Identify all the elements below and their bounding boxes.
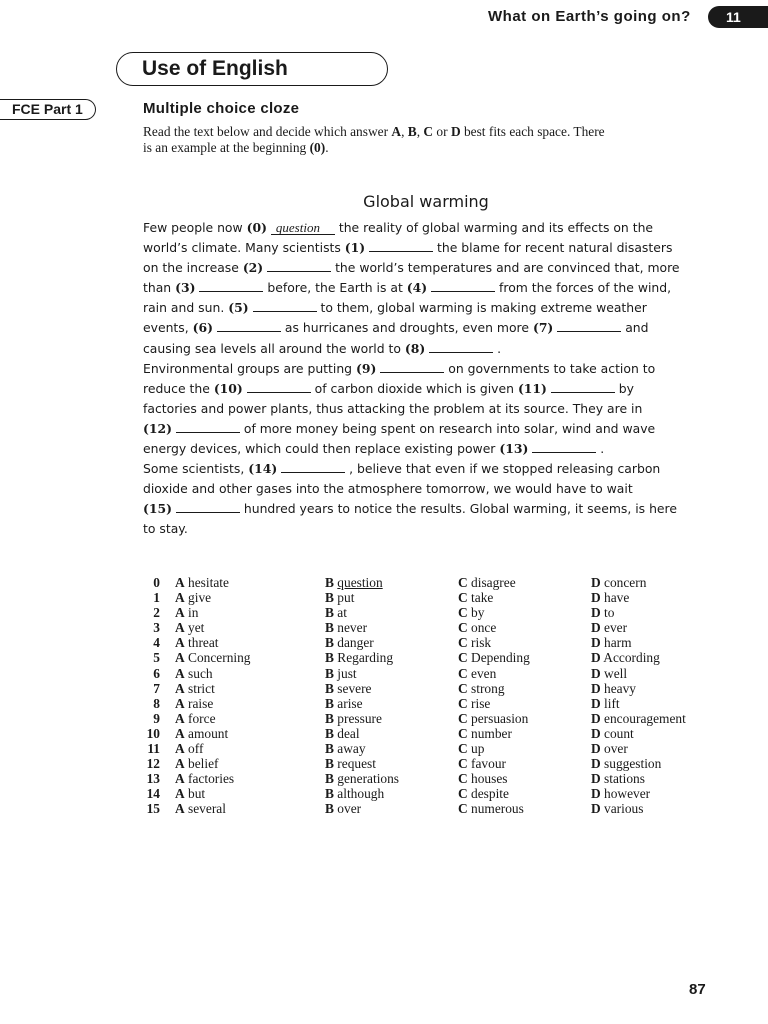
- option-letter: C: [458, 605, 468, 621]
- option-word: request: [337, 756, 376, 772]
- option-d[interactable]: [591, 681, 636, 696]
- passage-line: (15) hundred years to notice the results. Global warming, it seems, is here: [143, 501, 677, 517]
- option-letter: B: [325, 801, 334, 817]
- option-b[interactable]: [325, 635, 374, 650]
- option-letter: B: [325, 665, 334, 681]
- option-letter: B: [325, 590, 334, 606]
- option-d[interactable]: [591, 801, 643, 816]
- question-number: 9: [153, 710, 160, 726]
- option-a[interactable]: [175, 801, 226, 816]
- option-word: never: [337, 620, 368, 636]
- separator: ,: [416, 124, 424, 139]
- option-letter: C: [458, 771, 468, 787]
- option-word: give: [188, 590, 212, 606]
- option-d[interactable]: [591, 635, 632, 650]
- option-letter: A: [175, 786, 185, 802]
- option-letter: B: [325, 680, 334, 696]
- option-b[interactable]: [325, 605, 347, 620]
- option-a[interactable]: [175, 666, 213, 681]
- question-number: 10: [146, 725, 160, 741]
- option-letter: B: [325, 605, 334, 621]
- option-letter: A: [175, 695, 185, 711]
- instructions-text: Read the text below and decide which answer: [143, 124, 392, 139]
- option-b[interactable]: [325, 650, 393, 665]
- option-word: rise: [471, 695, 491, 711]
- gap-14[interactable]: [281, 460, 345, 473]
- option-word: risk: [471, 635, 492, 651]
- option-b[interactable]: [325, 741, 366, 756]
- option-d[interactable]: [591, 771, 645, 786]
- option-word: over: [604, 741, 628, 757]
- gap-9[interactable]: [380, 360, 444, 373]
- example-answer: question: [275, 220, 320, 235]
- option-d[interactable]: [591, 786, 650, 801]
- option-word: well: [604, 665, 628, 681]
- option-letter: B: [325, 635, 334, 651]
- cloze-passage: [143, 218, 707, 540]
- option-letter: B: [325, 771, 334, 787]
- passage-line: energy devices, which could then replace existing power (13) .: [143, 441, 605, 457]
- option-c[interactable]: [458, 590, 493, 605]
- option-row: [0, 786, 768, 801]
- question-number: 0: [153, 575, 160, 590]
- option-letter: B: [325, 695, 334, 711]
- text-title: Global warming: [363, 192, 489, 211]
- option-letter: C: [458, 665, 468, 681]
- gap-15[interactable]: [176, 500, 240, 513]
- option-letter: D: [591, 741, 601, 757]
- option-row: [0, 756, 768, 771]
- option-b[interactable]: [325, 666, 357, 681]
- option-letter: A: [175, 801, 185, 817]
- option-a[interactable]: [175, 605, 198, 620]
- option-row: [0, 635, 768, 650]
- option-word: off: [188, 741, 204, 757]
- option-word: despite: [471, 786, 509, 802]
- option-letter: C: [458, 725, 468, 741]
- option-b[interactable]: [325, 726, 360, 741]
- option-word: threat: [188, 635, 219, 651]
- option-word: arise: [337, 695, 363, 711]
- option-word: concern: [604, 575, 647, 590]
- passage-line: on the increase (2) the world’s temperatures and are convinced that, more: [143, 260, 680, 276]
- option-row: [0, 771, 768, 786]
- option-a[interactable]: [175, 756, 219, 771]
- option-b[interactable]: [325, 590, 354, 605]
- option-word: take: [471, 590, 494, 606]
- option-letter: D: [591, 665, 601, 681]
- question-number: 12: [146, 756, 160, 772]
- letter-d: D: [450, 124, 461, 139]
- question-number: 14: [146, 786, 160, 802]
- option-letter: A: [175, 575, 185, 590]
- separator: ,: [401, 124, 408, 139]
- option-word: over: [337, 801, 362, 817]
- option-row: [0, 605, 768, 620]
- passage-line: than (3) before, the Earth is at (4) from the forces of the wind,: [143, 280, 672, 296]
- option-letter: C: [458, 695, 468, 711]
- option-a[interactable]: [175, 681, 215, 696]
- passage-line: Some scientists, (14) , believe that even if we stopped releasing carbon: [143, 461, 661, 477]
- option-letter: C: [458, 786, 468, 802]
- answer-options-table: [0, 575, 768, 817]
- option-b[interactable]: [325, 620, 367, 635]
- option-d[interactable]: [591, 711, 686, 726]
- option-c[interactable]: [458, 620, 496, 635]
- option-letter: D: [591, 756, 601, 772]
- option-letter: D: [591, 605, 601, 621]
- option-letter: C: [458, 680, 468, 696]
- option-b[interactable]: [325, 786, 384, 801]
- option-word: up: [471, 741, 485, 757]
- question-number: 6: [153, 665, 160, 681]
- option-c[interactable]: [458, 786, 509, 801]
- question-number: 11: [147, 741, 160, 757]
- option-word: away: [337, 741, 366, 757]
- option-letter: C: [458, 650, 468, 666]
- example-marker: (0): [309, 140, 326, 155]
- option-row: [0, 696, 768, 711]
- option-word: factories: [188, 771, 235, 787]
- option-word: although: [337, 786, 385, 802]
- option-d[interactable]: [591, 756, 661, 771]
- question-number: 5: [153, 650, 160, 666]
- option-letter: A: [175, 725, 185, 741]
- option-b[interactable]: [325, 756, 376, 771]
- option-row: [0, 575, 768, 590]
- option-letter: C: [458, 620, 468, 636]
- option-word: danger: [337, 635, 374, 651]
- section-heading: Use of English: [116, 52, 388, 86]
- option-d[interactable]: [591, 605, 614, 620]
- option-letter: A: [175, 756, 185, 772]
- option-word: even: [471, 665, 497, 681]
- option-a[interactable]: [175, 620, 204, 635]
- option-a[interactable]: [175, 696, 213, 711]
- option-word: in: [188, 605, 199, 621]
- option-c[interactable]: [458, 605, 484, 620]
- option-letter: A: [175, 605, 185, 621]
- option-c[interactable]: [458, 771, 507, 786]
- option-word: pressure: [337, 710, 382, 726]
- option-a[interactable]: [175, 741, 203, 756]
- option-letter: B: [325, 650, 334, 666]
- instructions-text: is an example at the beginning: [143, 140, 310, 155]
- option-word: amount: [188, 725, 229, 741]
- option-letter: A: [175, 665, 185, 681]
- option-d[interactable]: [591, 650, 660, 665]
- option-c[interactable]: [458, 696, 490, 711]
- passage-line: events, (6) as hurricanes and droughts, even more (7) and: [143, 320, 649, 336]
- option-word: number: [471, 725, 512, 741]
- letter-c: C: [423, 124, 434, 139]
- option-d[interactable]: [591, 590, 629, 605]
- passage-line: rain and sun. (5) to them, global warming is making extreme weather: [143, 300, 647, 316]
- option-c[interactable]: [458, 575, 516, 590]
- option-c[interactable]: [458, 726, 512, 741]
- option-d[interactable]: [591, 696, 620, 711]
- gap-1[interactable]: [369, 239, 433, 252]
- option-word: however: [604, 786, 651, 802]
- option-word: by: [471, 605, 485, 621]
- option-letter: A: [175, 635, 185, 651]
- instructions-text: .: [325, 140, 329, 155]
- passage-line: to stay.: [143, 521, 188, 537]
- option-letter: D: [591, 575, 601, 590]
- option-word: harm: [604, 635, 632, 651]
- option-word: force: [188, 710, 216, 726]
- option-letter: D: [591, 710, 601, 726]
- option-word: suggestion: [604, 756, 662, 772]
- option-word: hesitate: [188, 575, 229, 590]
- option-letter: D: [591, 620, 601, 636]
- option-letter: C: [458, 575, 468, 590]
- instructions-text: best fits each space. There: [460, 124, 605, 139]
- option-a[interactable]: [175, 635, 219, 650]
- option-c[interactable]: [458, 650, 530, 665]
- option-word: yet: [188, 620, 205, 636]
- page-number: 87: [689, 981, 706, 998]
- letter-b: B: [407, 124, 417, 139]
- option-c[interactable]: [458, 711, 528, 726]
- option-letter: D: [591, 590, 601, 606]
- option-word: According: [603, 650, 660, 666]
- option-word: stations: [604, 771, 645, 787]
- passage-line: causing sea levels all around the world to (8) .: [143, 340, 502, 356]
- option-letter: A: [175, 710, 185, 726]
- option-c[interactable]: [458, 666, 496, 681]
- option-word: generations: [337, 771, 400, 787]
- question-number: 8: [153, 695, 160, 711]
- option-d[interactable]: [591, 726, 634, 741]
- question-number: 13: [146, 771, 160, 787]
- option-letter: C: [458, 756, 468, 772]
- option-letter: A: [175, 680, 185, 696]
- question-number: 1: [153, 590, 160, 606]
- gap-8[interactable]: [429, 340, 493, 353]
- option-a[interactable]: [175, 726, 228, 741]
- option-d[interactable]: [591, 741, 628, 756]
- passage-line: world’s climate. Many scientists (1) the blame for recent natural disasters: [143, 240, 673, 256]
- option-word: count: [604, 725, 634, 741]
- option-row: [0, 590, 768, 605]
- option-b[interactable]: [325, 681, 372, 696]
- option-letter: D: [591, 650, 601, 666]
- option-letter: B: [325, 575, 334, 590]
- option-word: just: [337, 665, 357, 681]
- passage-line: factories and power plants, thus attacking the problem at its source. They are in: [143, 400, 643, 416]
- option-letter: A: [175, 771, 185, 787]
- gap-6[interactable]: [217, 319, 281, 332]
- option-word: encouragement: [604, 710, 686, 726]
- option-word: to: [604, 605, 615, 621]
- passage-line: reduce the (10) of carbon dioxide which is given (11) by: [143, 380, 634, 396]
- gap-12[interactable]: [176, 420, 240, 433]
- option-word: Depending: [471, 650, 530, 666]
- option-letter: B: [325, 710, 334, 726]
- option-b[interactable]: [325, 771, 399, 786]
- option-a[interactable]: [175, 590, 211, 605]
- gap-11[interactable]: [551, 380, 615, 393]
- gap-10[interactable]: [247, 380, 311, 393]
- option-a[interactable]: [175, 786, 205, 801]
- option-letter: C: [458, 635, 468, 651]
- option-word: houses: [471, 771, 508, 787]
- option-letter: B: [325, 786, 334, 802]
- option-c[interactable]: [458, 635, 491, 650]
- option-word: at: [337, 605, 347, 621]
- option-letter: D: [591, 725, 601, 741]
- option-letter: C: [458, 710, 468, 726]
- option-word: lift: [604, 695, 620, 711]
- passage-line: dioxide and other gases into the atmosphere tomorrow, we would have to wait: [143, 481, 633, 497]
- option-b[interactable]: [325, 696, 363, 711]
- option-letter: D: [591, 786, 601, 802]
- option-word: various: [604, 801, 644, 817]
- option-word: strong: [471, 680, 505, 696]
- question-number: 4: [153, 635, 160, 651]
- option-word: heavy: [604, 680, 637, 696]
- option-a[interactable]: [175, 771, 234, 786]
- option-row: [0, 801, 768, 816]
- option-row: [0, 666, 768, 681]
- option-letter: B: [325, 756, 334, 772]
- option-word: raise: [188, 695, 214, 711]
- option-word: deal: [337, 725, 360, 741]
- option-row: [0, 726, 768, 741]
- gap-2[interactable]: [267, 259, 331, 272]
- option-word: severe: [337, 680, 372, 696]
- option-d[interactable]: [591, 620, 627, 635]
- option-word: have: [604, 590, 630, 606]
- option-b[interactable]: [325, 711, 382, 726]
- gap-3[interactable]: [199, 279, 263, 292]
- chapter-number-badge: 11: [708, 6, 768, 28]
- option-word: Concerning: [188, 650, 251, 666]
- option-d[interactable]: [591, 575, 646, 590]
- option-c[interactable]: [458, 756, 506, 771]
- option-letter: D: [591, 695, 601, 711]
- option-row: [0, 650, 768, 665]
- option-row: [0, 741, 768, 756]
- option-a[interactable]: [175, 575, 229, 590]
- option-letter: D: [591, 771, 601, 787]
- gap-7[interactable]: [557, 319, 621, 332]
- option-word: disagree: [471, 575, 516, 590]
- option-word: belief: [188, 756, 219, 772]
- option-letter: D: [591, 635, 601, 651]
- option-letter: D: [591, 680, 601, 696]
- option-word: put: [337, 590, 355, 606]
- option-word: ever: [604, 620, 628, 636]
- option-letter: C: [458, 741, 468, 757]
- option-c[interactable]: [458, 681, 505, 696]
- option-word: strict: [188, 680, 215, 696]
- option-letter: A: [175, 590, 185, 606]
- option-letter: A: [175, 650, 185, 666]
- option-word: several: [188, 801, 226, 817]
- option-row: [0, 681, 768, 696]
- option-word: once: [471, 620, 497, 636]
- option-a[interactable]: [175, 650, 251, 665]
- letter-a: A: [391, 124, 402, 139]
- gap-5[interactable]: [253, 299, 317, 312]
- chapter-title: What on Earth’s going on?: [488, 8, 691, 25]
- question-number: 15: [146, 801, 160, 817]
- instructions: [143, 124, 705, 156]
- question-number: 7: [153, 680, 160, 696]
- option-word: such: [188, 665, 213, 681]
- option-d[interactable]: [591, 666, 627, 681]
- option-word: question: [337, 575, 383, 590]
- option-letter: B: [325, 725, 334, 741]
- option-letter: C: [458, 801, 468, 817]
- option-c[interactable]: [458, 741, 484, 756]
- option-letter: B: [325, 620, 334, 636]
- passage-line: (12) of more money being spent on research into solar, wind and wave: [143, 420, 656, 436]
- option-row: [0, 711, 768, 726]
- option-c[interactable]: [458, 801, 524, 816]
- exam-part-label: FCE Part 1: [0, 99, 96, 120]
- option-letter: C: [458, 590, 468, 606]
- option-word: but: [188, 786, 206, 802]
- option-letter: B: [325, 741, 334, 757]
- option-b[interactable]: [325, 801, 361, 816]
- passage-line: Environmental groups are putting (9) on governments to take action to: [143, 360, 656, 376]
- passage-line: Few people now (0) question the reality of global warming and its effects on the: [143, 220, 654, 235]
- option-letter: A: [175, 741, 185, 757]
- option-word: favour: [471, 756, 506, 772]
- option-a[interactable]: [175, 711, 216, 726]
- option-word: numerous: [471, 801, 524, 817]
- option-word: persuasion: [471, 710, 529, 726]
- option-letter: D: [591, 801, 601, 817]
- option-letter: A: [175, 620, 185, 636]
- option-word: Regarding: [337, 650, 394, 666]
- gap-4[interactable]: [431, 279, 495, 292]
- question-number: 3: [153, 620, 160, 636]
- option-row: [0, 620, 768, 635]
- separator: or: [433, 124, 451, 139]
- task-heading: Multiple choice cloze: [143, 100, 300, 117]
- gap-13[interactable]: [532, 440, 596, 453]
- question-number: 2: [153, 605, 160, 621]
- option-b[interactable]: [325, 575, 383, 590]
